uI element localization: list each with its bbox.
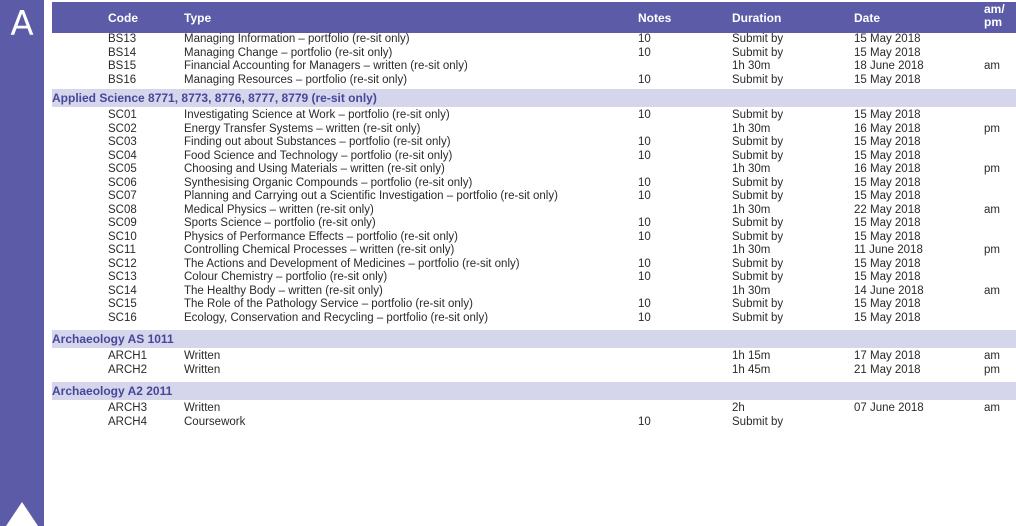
cell-date: 17 May 2018 xyxy=(854,350,921,362)
cell-code: SC09 xyxy=(108,217,137,229)
section-title: Archaeology A2 2011 xyxy=(52,384,173,398)
cell-notes: 10 xyxy=(638,109,651,121)
cell-date: 11 June 2018 xyxy=(854,244,923,256)
cell-date: 15 May 2018 xyxy=(854,176,921,189)
table-row xyxy=(52,136,1016,150)
cell-duration: Submit by xyxy=(732,190,784,202)
cell-duration: Submit by xyxy=(732,230,784,243)
cell-code: SC11 xyxy=(108,244,136,256)
cell-duration: Submit by xyxy=(732,109,784,121)
cell-code: SC13 xyxy=(108,271,137,283)
cell-notes: 10 xyxy=(638,46,651,59)
table-row xyxy=(52,33,1016,47)
cell-notes: 10 xyxy=(638,298,651,310)
header-ampm: am/ pm xyxy=(984,2,1005,29)
cell-notes: 10 xyxy=(638,73,651,86)
header-notes: Notes xyxy=(638,11,672,25)
cell-type: The Role of the Pathology Service – portfolio (re-sit only) xyxy=(184,298,473,310)
cell-type: Planning and Carrying out a Scientific Investigation – portfolio (re-sit only) xyxy=(184,190,558,202)
cell-notes: 10 xyxy=(638,230,651,243)
cell-type: Controlling Chemical Processes – written (re-sit only) xyxy=(184,244,455,256)
cell-duration: 1h 30m xyxy=(732,284,771,297)
cell-date: 15 May 2018 xyxy=(854,136,921,148)
cell-notes: 10 xyxy=(638,415,651,428)
cell-date: 15 May 2018 xyxy=(854,190,921,202)
cell-type: Managing Change – portfolio (re-sit only) xyxy=(184,46,393,59)
cell-duration: Submit by xyxy=(732,311,784,324)
table-row xyxy=(52,244,1016,258)
header-date: Date xyxy=(854,11,881,25)
cell-type: Ecology, Conservation and Recycling – portfolio (re-sit only) xyxy=(184,311,489,324)
section-sidebar xyxy=(0,0,44,526)
cell-code: SC01 xyxy=(108,109,137,121)
cell-date: 18 June 2018 xyxy=(854,60,924,72)
cell-ampm: am xyxy=(984,402,1000,414)
cell-ampm: am xyxy=(984,350,1000,362)
cell-code: ARCH4 xyxy=(108,415,147,428)
cell-code: SC12 xyxy=(108,257,137,270)
section-title: Applied Science 8771, 8773, 8776, 8777, 8779 (re-sit only) xyxy=(52,91,377,105)
cell-date: 15 May 2018 xyxy=(854,271,921,283)
cell-ampm: pm xyxy=(984,122,1000,135)
cell-date: 16 May 2018 xyxy=(854,163,921,175)
table-row xyxy=(52,271,1016,285)
cell-type: The Healthy Body – written (re-sit only) xyxy=(184,284,383,297)
cell-code: SC07 xyxy=(108,190,137,202)
cell-code: SC04 xyxy=(108,149,137,162)
section-heading xyxy=(52,89,1016,107)
cell-code: ARCH1 xyxy=(108,350,147,362)
cell-code: SC08 xyxy=(108,203,137,216)
cell-date: 15 May 2018 xyxy=(854,109,921,121)
cell-duration: 1h 30m xyxy=(732,203,771,216)
section-heading xyxy=(52,382,1016,400)
cell-duration: 1h 15m xyxy=(732,350,771,362)
cell-date: 07 June 2018 xyxy=(854,402,924,414)
table-row xyxy=(52,74,1016,88)
table-row xyxy=(52,312,1016,326)
header-type: Type xyxy=(184,11,212,25)
cell-code: SC05 xyxy=(108,163,137,175)
cell-ampm: am xyxy=(984,60,1000,72)
table-row xyxy=(52,364,1016,378)
cell-code: BS15 xyxy=(108,60,137,72)
cell-duration: Submit by xyxy=(732,149,784,162)
cell-duration: Submit by xyxy=(732,415,784,428)
cell-date: 15 May 2018 xyxy=(854,149,921,162)
cell-date: 15 May 2018 xyxy=(854,230,921,243)
table-row xyxy=(52,416,1016,430)
cell-type: Food Science and Technology – portfolio (re-sit only) xyxy=(184,149,453,162)
cell-date: 15 May 2018 xyxy=(854,298,921,310)
cell-code: ARCH3 xyxy=(108,402,147,414)
cell-duration: 2h xyxy=(732,402,745,414)
cell-duration: Submit by xyxy=(732,46,784,59)
cell-type: Financial Accounting for Managers – written (re-sit only) xyxy=(184,60,468,72)
cell-notes: 10 xyxy=(638,33,651,45)
cell-type: Investigating Science at Work – portfolio (re-sit only) xyxy=(184,109,450,121)
cell-type: Choosing and Using Materials – written (re-sit only) xyxy=(184,163,445,175)
cell-date: 15 May 2018 xyxy=(854,257,921,270)
table-row xyxy=(52,204,1016,218)
cell-duration: Submit by xyxy=(732,257,784,270)
table-row xyxy=(52,190,1016,204)
cell-notes: 10 xyxy=(638,271,651,283)
table-row xyxy=(52,285,1016,299)
cell-duration: 1h 30m xyxy=(732,244,771,256)
header-duration: Duration xyxy=(732,11,782,25)
cell-duration: Submit by xyxy=(732,73,784,86)
cell-notes: 10 xyxy=(638,311,651,324)
table-header xyxy=(52,2,1016,33)
cell-type: Coursework xyxy=(184,415,246,428)
section-title: Archaeology AS 1011 xyxy=(52,332,174,346)
cell-date: 14 June 2018 xyxy=(854,284,924,297)
cell-code: SC02 xyxy=(108,122,137,135)
cell-duration: 1h 45m xyxy=(732,363,771,376)
cell-notes: 10 xyxy=(638,257,651,270)
cell-code: SC14 xyxy=(108,284,137,297)
table-row xyxy=(52,109,1016,123)
cell-type: Physics of Performance Effects – portfolio (re-sit only) xyxy=(184,230,458,243)
cell-type: Written xyxy=(184,363,221,376)
cell-code: ARCH2 xyxy=(108,363,147,376)
cell-notes: 10 xyxy=(638,176,651,189)
cell-type: Synthesising Organic Compounds – portfolio (re-sit only) xyxy=(184,176,473,189)
cell-date: 15 May 2018 xyxy=(854,46,921,59)
cell-date: 15 May 2018 xyxy=(854,217,921,229)
cell-duration: Submit by xyxy=(732,33,784,45)
cell-notes: 10 xyxy=(638,217,651,229)
cell-date: 15 May 2018 xyxy=(854,73,921,86)
cell-date: 22 May 2018 xyxy=(854,203,921,216)
table-row xyxy=(52,123,1016,137)
cell-date: 15 May 2018 xyxy=(854,33,921,45)
cell-notes: 10 xyxy=(638,136,651,148)
table-row xyxy=(52,298,1016,312)
cell-type: Colour Chemistry – portfolio (re-sit only) xyxy=(184,271,388,283)
table-row xyxy=(52,217,1016,231)
cell-ampm: pm xyxy=(984,244,1000,256)
cell-type: Energy Transfer Systems – written (re-sit only) xyxy=(184,122,421,135)
cell-date: 16 May 2018 xyxy=(854,122,921,135)
cell-type: The Actions and Development of Medicines – portfolio (re-sit only) xyxy=(184,257,520,270)
cell-duration: 1h 30m xyxy=(732,122,771,135)
section-letter: A xyxy=(10,4,34,44)
cell-code: SC06 xyxy=(108,176,137,189)
cell-duration: Submit by xyxy=(732,136,784,148)
cell-code: SC10 xyxy=(108,230,137,243)
table-row xyxy=(52,350,1016,364)
table-row xyxy=(52,258,1016,272)
cell-duration: Submit by xyxy=(732,217,784,229)
table-row xyxy=(52,60,1016,74)
header-code: Code xyxy=(108,11,138,25)
cell-type: Medical Physics – written (re-sit only) xyxy=(184,203,374,216)
cell-date: 15 May 2018 xyxy=(854,311,921,324)
cell-notes: 10 xyxy=(638,190,651,202)
cell-ampm: pm xyxy=(984,163,1000,175)
cell-code: BS13 xyxy=(108,33,137,45)
table-row xyxy=(52,47,1016,61)
table-row xyxy=(52,163,1016,177)
cell-notes: 10 xyxy=(638,149,651,162)
cell-duration: Submit by xyxy=(732,298,784,310)
cell-type: Sports Science – portfolio (re-sit only) xyxy=(184,217,376,229)
cell-date: 21 May 2018 xyxy=(854,363,921,376)
table-row xyxy=(52,150,1016,164)
cell-duration: Submit by xyxy=(732,176,784,189)
cell-type: Managing Information – portfolio (re-sit only) xyxy=(184,33,410,45)
cell-ampm: pm xyxy=(984,363,1000,376)
section-heading xyxy=(52,330,1016,348)
exam-table-body xyxy=(52,33,1016,432)
cell-code: SC03 xyxy=(108,136,137,148)
back-to-top-triangle-icon[interactable] xyxy=(6,502,38,526)
cell-code: BS16 xyxy=(108,73,137,86)
table-row xyxy=(52,402,1016,416)
cell-ampm: am xyxy=(984,284,1000,297)
cell-type: Written xyxy=(184,350,221,362)
cell-code: BS14 xyxy=(108,46,137,59)
cell-type: Managing Resources – portfolio (re-sit only) xyxy=(184,73,408,86)
table-row xyxy=(52,177,1016,191)
cell-type: Finding out about Substances – portfolio (re-sit only) xyxy=(184,136,451,148)
cell-type: Written xyxy=(184,402,221,414)
cell-duration: 1h 30m xyxy=(732,60,771,72)
cell-ampm: am xyxy=(984,203,1000,216)
cell-code: SC16 xyxy=(108,311,137,324)
table-row xyxy=(52,231,1016,245)
cell-code: SC15 xyxy=(108,298,137,310)
cell-duration: 1h 30m xyxy=(732,163,771,175)
cell-duration: Submit by xyxy=(732,271,784,283)
